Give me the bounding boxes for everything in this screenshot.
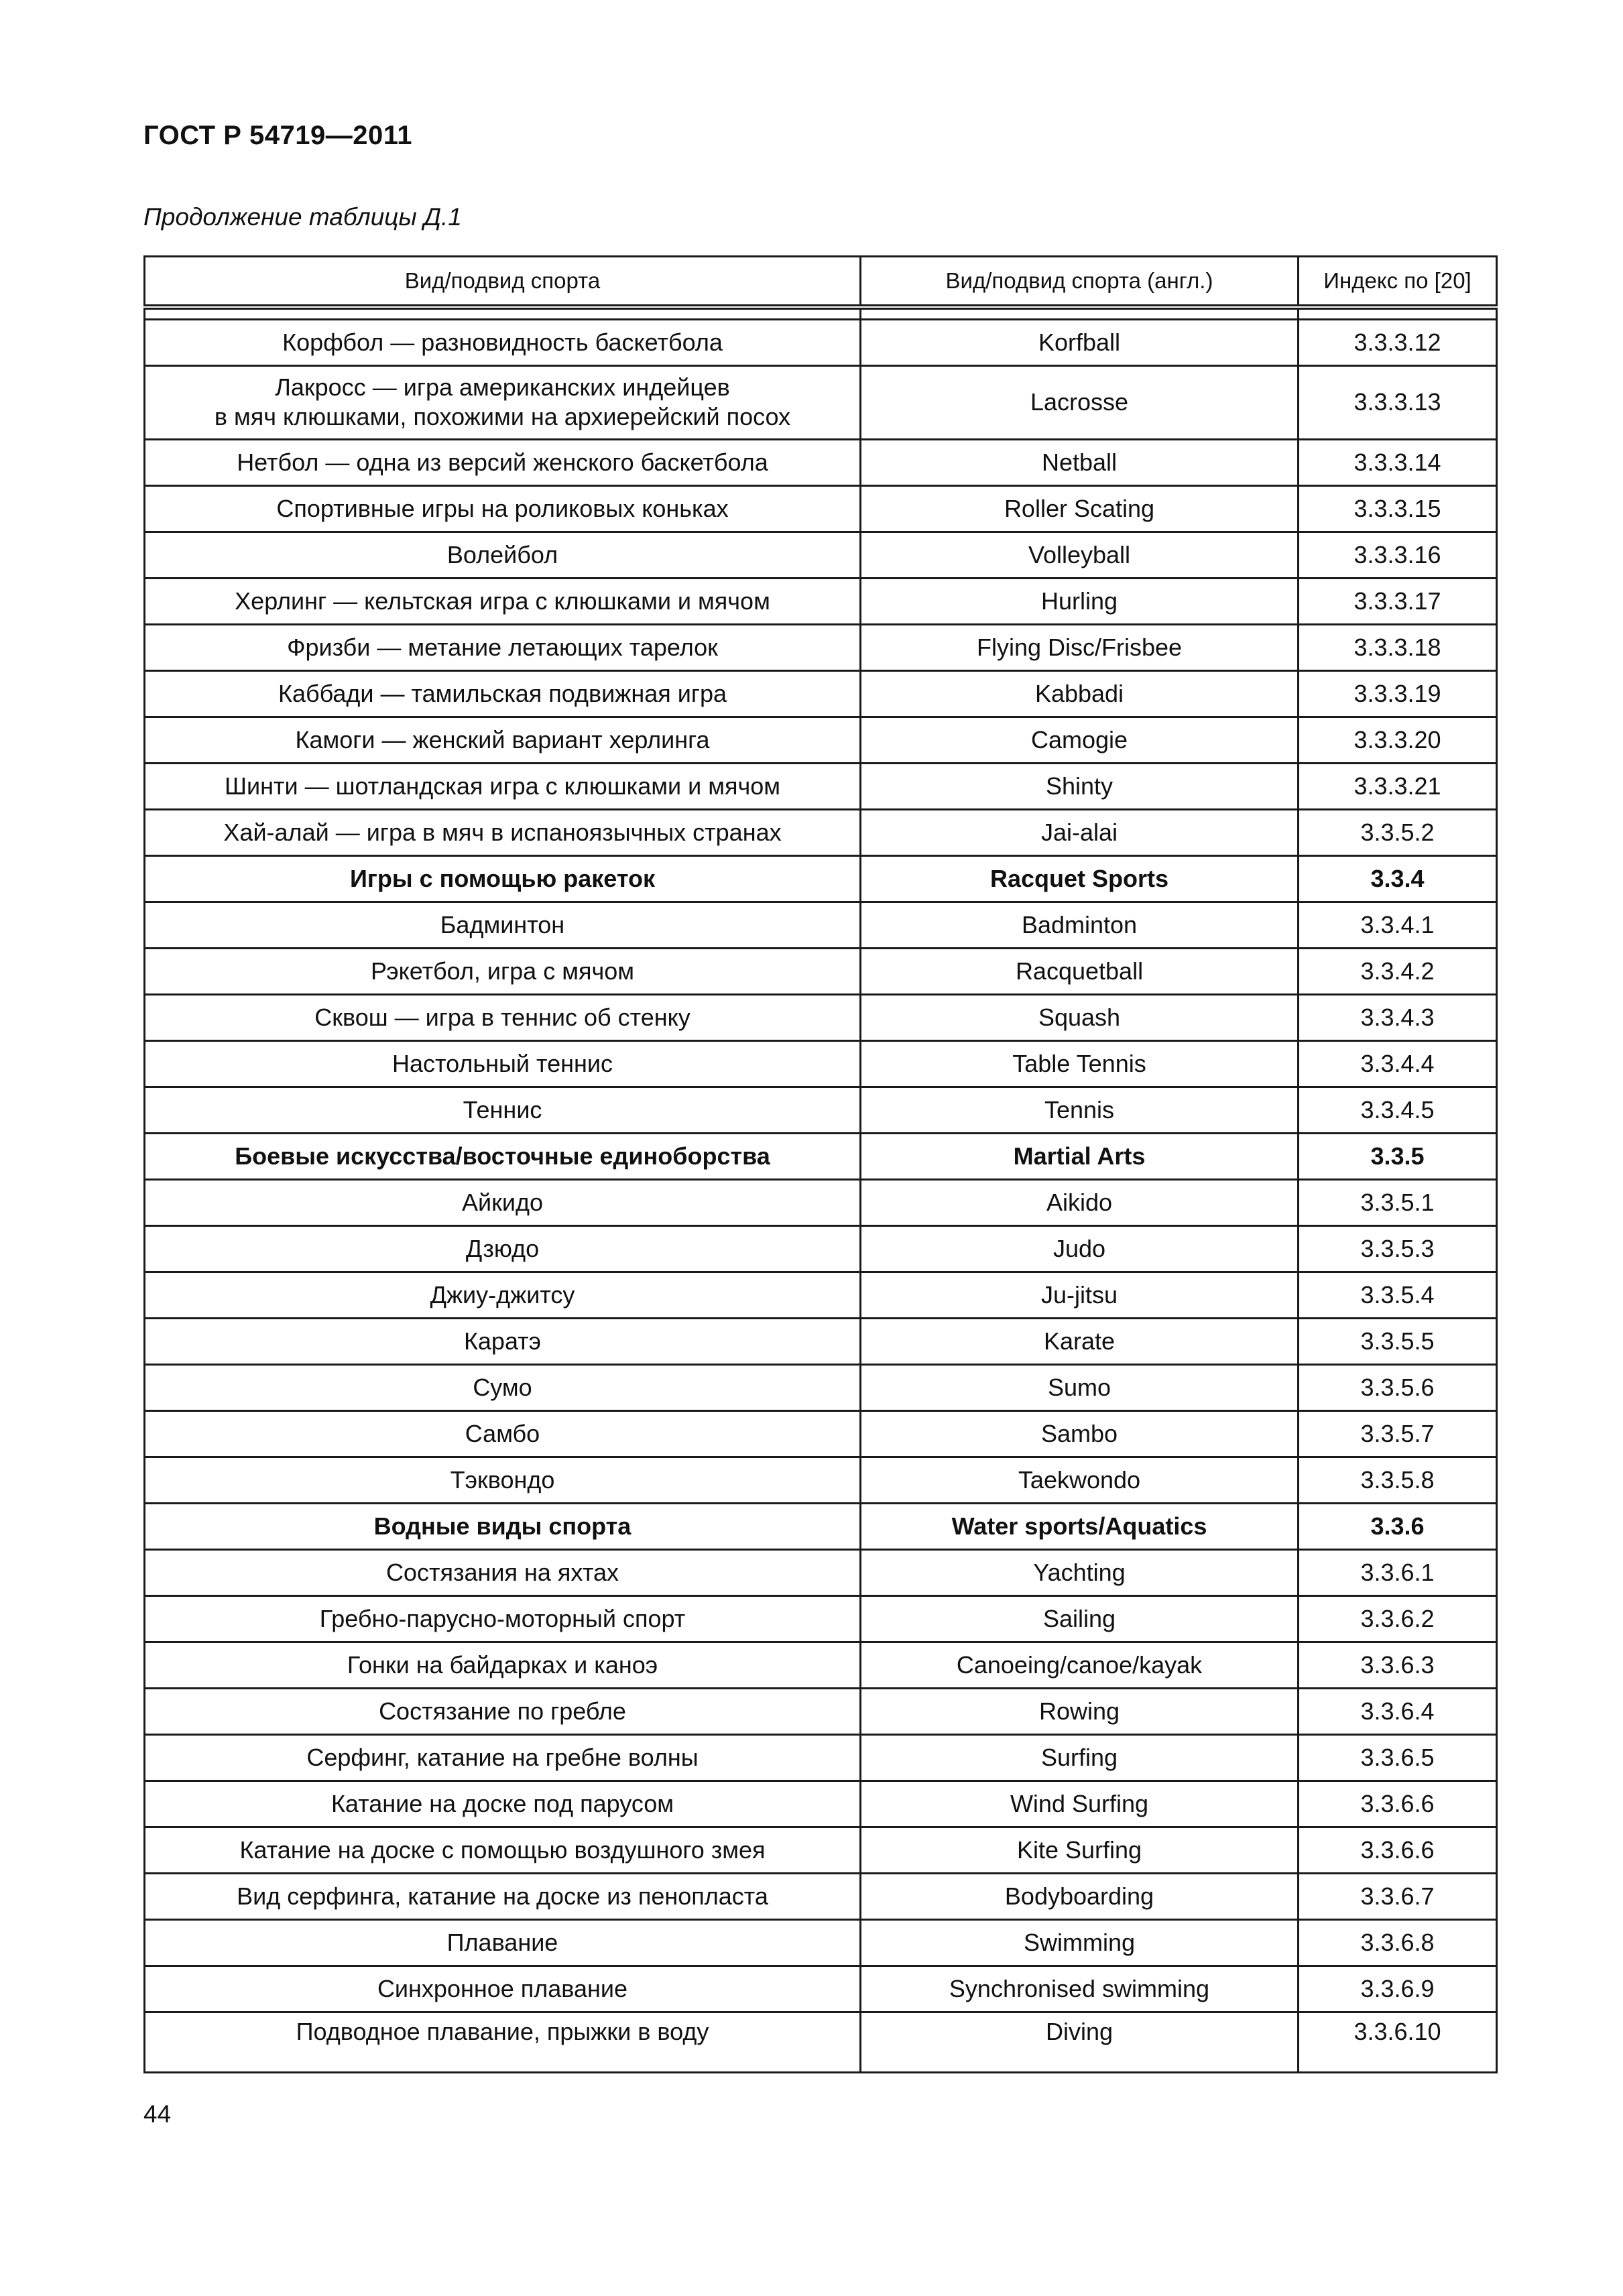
- index-cell: 3.3.3.13: [1299, 365, 1497, 439]
- table-header: [145, 257, 1497, 308]
- sport-name-en-cell: Sumo: [861, 1364, 1299, 1410]
- sport-name-ru-cell: Боевые искусства/восточные единоборства: [145, 1133, 861, 1179]
- sport-name-ru-cell: Катание на доске под парусом: [145, 1780, 861, 1827]
- table-row: [145, 717, 1497, 763]
- table-group-row: [145, 1503, 1497, 1549]
- table-row: [145, 1827, 1497, 1873]
- sport-name-ru-cell: Плавание: [145, 1919, 861, 1966]
- index-cell: 3.3.4.2: [1299, 948, 1497, 994]
- table-row: [145, 1318, 1497, 1364]
- sport-name-en-cell: Hurling: [861, 578, 1299, 624]
- sport-name-ru-cell: Гребно-парусно-моторный спорт: [145, 1595, 861, 1642]
- sport-name-ru-cell: Дзюдо: [145, 1225, 861, 1272]
- table-caption: Продолжение таблицы Д.1: [143, 203, 462, 231]
- sport-name-en-cell: Racquetball: [861, 948, 1299, 994]
- index-cell: 3.3.6: [1299, 1503, 1497, 1549]
- table-row: [145, 1919, 1497, 1966]
- sport-name-en-cell: Shinty: [861, 763, 1299, 809]
- index-cell: 3.3.6.6: [1299, 1780, 1497, 1827]
- spacer-cell: [861, 307, 1299, 319]
- index-cell: 3.3.4.3: [1299, 994, 1497, 1040]
- index-cell: 3.3.6.1: [1299, 1549, 1497, 1595]
- table-group-row: [145, 855, 1497, 902]
- index-cell: 3.3.6.5: [1299, 1734, 1497, 1780]
- sport-name-en-cell: Table Tennis: [861, 1040, 1299, 1087]
- sport-name-ru-cell: Корфбол — разновидность баскетбола: [145, 319, 861, 365]
- column-header-sport-en: Вид/подвид спорта (англ.): [861, 257, 1299, 308]
- sport-name-ru-cell: Каббади — тамильская подвижная игра: [145, 670, 861, 717]
- index-cell: 3.3.5.4: [1299, 1272, 1497, 1318]
- sport-name-ru-cell: Настольный теннис: [145, 1040, 861, 1087]
- table-row: [145, 1457, 1497, 1503]
- sport-name-ru-cell: Вид серфинга, катание на доске из пенопласта: [145, 1873, 861, 1919]
- sport-name-en-cell: Martial Arts: [861, 1133, 1299, 1179]
- sport-name-ru-cell: Спортивные игры на роликовых коньках: [145, 485, 861, 532]
- sport-name-ru-cell: Сумо: [145, 1364, 861, 1410]
- index-cell: 3.3.4.5: [1299, 1087, 1497, 1133]
- sport-name-en-cell: Wind Surfing: [861, 1780, 1299, 1827]
- table-row: [145, 624, 1497, 670]
- sport-name-ru-cell: Волейбол: [145, 532, 861, 578]
- table-row: [145, 902, 1497, 948]
- spacer-cell: [145, 307, 861, 319]
- index-cell: 3.3.5.5: [1299, 1318, 1497, 1364]
- table-row: [145, 2012, 1497, 2072]
- sport-name-en-cell: Sambo: [861, 1410, 1299, 1457]
- sport-name-en-cell: Kite Surfing: [861, 1827, 1299, 1873]
- sport-name-en-cell: Flying Disc/Frisbee: [861, 624, 1299, 670]
- index-cell: 3.3.5.1: [1299, 1179, 1497, 1225]
- sport-name-en-cell: Squash: [861, 994, 1299, 1040]
- sport-name-en-cell: Synchronised swimming: [861, 1966, 1299, 2012]
- sport-name-ru-cell: Рэкетбол, игра с мячом: [145, 948, 861, 994]
- sport-name-en-cell: Roller Scating: [861, 485, 1299, 532]
- table-header-row: [145, 257, 1497, 308]
- sport-name-ru-cell: Теннис: [145, 1087, 861, 1133]
- sport-name-ru-cell: Состязания на яхтах: [145, 1549, 861, 1595]
- table-row: [145, 319, 1497, 365]
- index-cell: 3.3.4.1: [1299, 902, 1497, 948]
- sport-name-en-cell: Bodyboarding: [861, 1873, 1299, 1919]
- index-cell: 3.3.3.16: [1299, 532, 1497, 578]
- sport-name-en-cell: Water sports/Aquatics: [861, 1503, 1299, 1549]
- sport-name-en-cell: Korfball: [861, 319, 1299, 365]
- sport-name-ru-cell: Шинти — шотландская игра с клюшками и мячом: [145, 763, 861, 809]
- sport-name-ru-cell: Сквош — игра в теннис об стенку: [145, 994, 861, 1040]
- index-cell: 3.3.4.4: [1299, 1040, 1497, 1087]
- sport-name-en-cell: Canoeing/canoe/kayak: [861, 1642, 1299, 1688]
- sport-name-ru-cell: Нетбол — одна из версий женского баскетбола: [145, 439, 861, 485]
- table-row: [145, 532, 1497, 578]
- table-row: [145, 1642, 1497, 1688]
- sport-name-en-cell: Aikido: [861, 1179, 1299, 1225]
- sport-name-ru-cell: Серфинг, катание на гребне волны: [145, 1734, 861, 1780]
- sport-name-en-cell: Volleyball: [861, 532, 1299, 578]
- sport-name-en-cell: Rowing: [861, 1688, 1299, 1734]
- table-row: [145, 578, 1497, 624]
- index-cell: 3.3.5: [1299, 1133, 1497, 1179]
- table-row: [145, 1549, 1497, 1595]
- index-cell: 3.3.3.17: [1299, 578, 1497, 624]
- sport-name-en-cell: Judo: [861, 1225, 1299, 1272]
- sport-name-en-cell: Kabbadi: [861, 670, 1299, 717]
- table-row: [145, 1225, 1497, 1272]
- sport-name-ru-cell: Водные виды спорта: [145, 1503, 861, 1549]
- sport-name-ru-cell: Каратэ: [145, 1318, 861, 1364]
- table-row: [145, 763, 1497, 809]
- index-cell: 3.3.5.6: [1299, 1364, 1497, 1410]
- table-row: [145, 365, 1497, 439]
- table-row: [145, 1780, 1497, 1827]
- index-cell: 3.3.4: [1299, 855, 1497, 902]
- sport-name-ru-cell: Бадминтон: [145, 902, 861, 948]
- table-group-row: [145, 1133, 1497, 1179]
- sport-name-en-cell: Tennis: [861, 1087, 1299, 1133]
- table-row: [145, 1410, 1497, 1457]
- sport-name-ru-cell: Лакросс — игра американских индейцев в мяч клюшками, похожими на архиерейский посох: [145, 365, 861, 439]
- index-cell: 3.3.6.8: [1299, 1919, 1497, 1966]
- sport-name-en-cell: Taekwondo: [861, 1457, 1299, 1503]
- sport-name-ru-cell: Херлинг — кельтская игра с клюшками и мячом: [145, 578, 861, 624]
- table-body: [145, 307, 1497, 2072]
- index-cell: 3.3.3.15: [1299, 485, 1497, 532]
- spacer-cell: [1299, 307, 1497, 319]
- index-cell: 3.3.5.7: [1299, 1410, 1497, 1457]
- sport-name-en-cell: Diving: [861, 2012, 1299, 2072]
- document-standard-code: ГОСТ Р 54719—2011: [143, 121, 412, 150]
- table-row: [145, 1179, 1497, 1225]
- sport-name-en-cell: Badminton: [861, 902, 1299, 948]
- table-row: [145, 1040, 1497, 1087]
- sport-name-ru-cell: Айкидо: [145, 1179, 861, 1225]
- sport-name-ru-cell: Подводное плавание, прыжки в воду: [145, 2012, 861, 2072]
- table-row: [145, 1087, 1497, 1133]
- sport-name-ru-cell: Катание на доске с помощью воздушного змея: [145, 1827, 861, 1873]
- index-cell: 3.3.3.18: [1299, 624, 1497, 670]
- table-row: [145, 1966, 1497, 2012]
- sport-name-ru-cell: Фризби — метание летающих тарелок: [145, 624, 861, 670]
- table-row: [145, 809, 1497, 855]
- index-cell: 3.3.3.19: [1299, 670, 1497, 717]
- index-cell: 3.3.5.8: [1299, 1457, 1497, 1503]
- table-row: [145, 439, 1497, 485]
- index-cell: 3.3.6.9: [1299, 1966, 1497, 2012]
- sport-name-en-cell: Surfing: [861, 1734, 1299, 1780]
- sport-name-en-cell: Yachting: [861, 1549, 1299, 1595]
- index-cell: 3.3.6.4: [1299, 1688, 1497, 1734]
- index-cell: 3.3.6.7: [1299, 1873, 1497, 1919]
- sport-name-en-cell: Jai-alai: [861, 809, 1299, 855]
- table-row: [145, 485, 1497, 532]
- sport-name-ru-cell: Синхронное плавание: [145, 1966, 861, 2012]
- sport-name-en-cell: Camogie: [861, 717, 1299, 763]
- sport-name-ru-cell: Состязание по гребле: [145, 1688, 861, 1734]
- index-cell: 3.3.6.10: [1299, 2012, 1497, 2072]
- sport-name-ru-cell: Хай-алай — игра в мяч в испаноязычных странах: [145, 809, 861, 855]
- table-row: [145, 1364, 1497, 1410]
- sport-name-ru-cell: Джиу-джитсу: [145, 1272, 861, 1318]
- column-header-sport-ru: Вид/подвид спорта: [145, 257, 861, 308]
- sport-name-en-cell: Netball: [861, 439, 1299, 485]
- sport-name-en-cell: Karate: [861, 1318, 1299, 1364]
- table-row: [145, 670, 1497, 717]
- sport-name-ru-cell: Камоги — женский вариант херлинга: [145, 717, 861, 763]
- sport-name-en-cell: Racquet Sports: [861, 855, 1299, 902]
- index-cell: 3.3.3.20: [1299, 717, 1497, 763]
- index-cell: 3.3.6.3: [1299, 1642, 1497, 1688]
- sport-name-en-cell: Ju-jitsu: [861, 1272, 1299, 1318]
- sport-name-ru-cell: Тэквондо: [145, 1457, 861, 1503]
- index-cell: 3.3.5.2: [1299, 809, 1497, 855]
- table-row: [145, 1688, 1497, 1734]
- sport-name-ru-cell: Гонки на байдарках и каноэ: [145, 1642, 861, 1688]
- sport-name-en-cell: Swimming: [861, 1919, 1299, 1966]
- table-row: [145, 1272, 1497, 1318]
- sport-name-ru-cell: Самбо: [145, 1410, 861, 1457]
- table-row: [145, 948, 1497, 994]
- index-cell: 3.3.6.2: [1299, 1595, 1497, 1642]
- sport-name-en-cell: Sailing: [861, 1595, 1299, 1642]
- column-header-index: Индекс по [20]: [1299, 257, 1497, 308]
- index-cell: 3.3.3.14: [1299, 439, 1497, 485]
- page-number: 44: [143, 2100, 172, 2128]
- index-cell: 3.3.3.21: [1299, 763, 1497, 809]
- sport-name-en-cell: Lacrosse: [861, 365, 1299, 439]
- index-cell: 3.3.5.3: [1299, 1225, 1497, 1272]
- table-row: [145, 1595, 1497, 1642]
- sports-classification-table: [143, 255, 1498, 2073]
- index-cell: 3.3.6.6: [1299, 1827, 1497, 1873]
- table-row: [145, 1734, 1497, 1780]
- header-spacer-row: [145, 307, 1497, 319]
- index-cell: 3.3.3.12: [1299, 319, 1497, 365]
- sport-name-ru-cell: Игры с помощью ракеток: [145, 855, 861, 902]
- table-row: [145, 994, 1497, 1040]
- table-row: [145, 1873, 1497, 1919]
